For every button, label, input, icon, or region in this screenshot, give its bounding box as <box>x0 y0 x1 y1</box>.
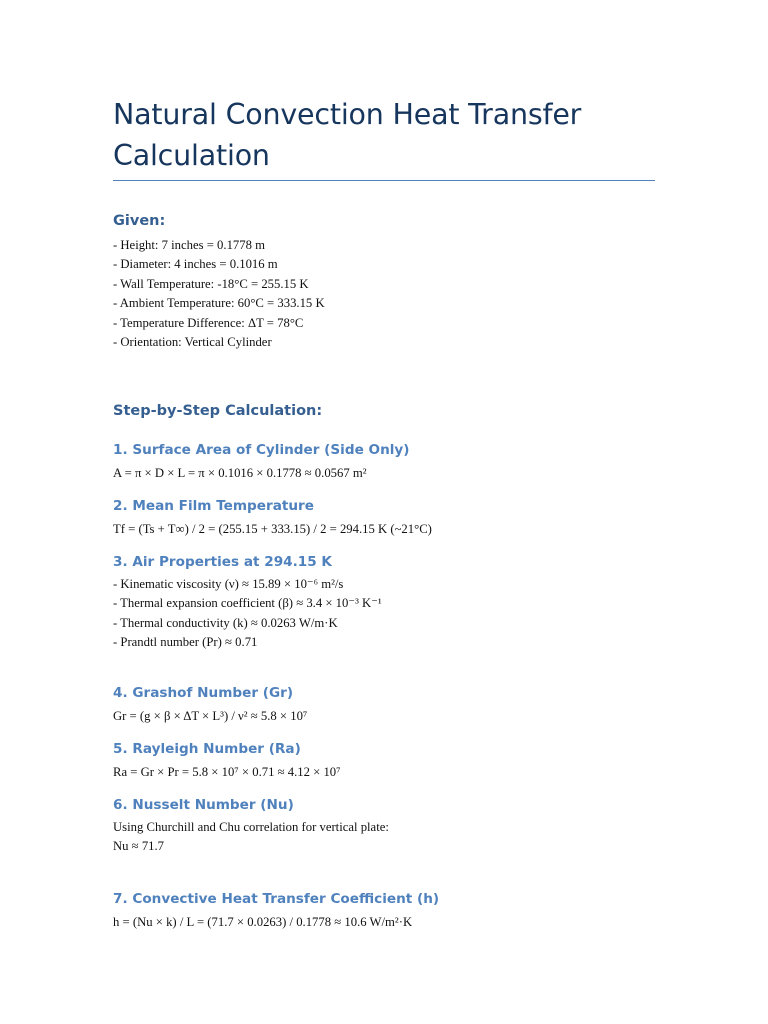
step-2-heading: 2. Mean Film Temperature <box>113 498 314 514</box>
step-6-description: Using Churchill and Chu correlation for vertical plate: <box>113 820 389 834</box>
given-item-orientation: - Orientation: Vertical Cylinder <box>113 335 272 350</box>
step-2-formula: Tf = (Ts + T∞) / 2 = (255.15 + 333.15) / 2 = 294.15 K (~21°C) <box>113 522 432 536</box>
given-item-ambient-temperature: - Ambient Temperature: 60°C = 333.15 K <box>113 296 325 311</box>
step-4-heading: 4. Grashof Number (Gr) <box>113 685 294 701</box>
step-3-thermal-expansion: - Thermal expansion coefficient (β) ≈ 3.4 × 10⁻³ K⁻¹ <box>113 596 382 611</box>
step-7-heading: 7. Convective Heat Transfer Coefficient (h) <box>113 891 440 907</box>
step-3-list <box>113 575 382 653</box>
given-list <box>113 236 325 352</box>
step-6-heading: 6. Nusselt Number (Nu) <box>113 797 294 813</box>
given-item-diameter: - Diameter: 4 inches = 0.1016 m <box>113 257 278 272</box>
step-1-formula: A = π × D × L = π × 0.1016 × 0.1778 ≈ 0.0567 m² <box>113 466 367 480</box>
step-4-formula: Gr = (g × β × ΔT × L³) / ν² ≈ 5.8 × 10⁷ <box>113 709 308 723</box>
given-item-height: - Height: 7 inches = 0.1778 m <box>113 238 265 252</box>
step-3-thermal-conductivity: - Thermal conductivity (k) ≈ 0.0263 W/m·K <box>113 615 338 630</box>
given-item-wall-temperature: - Wall Temperature: -18°C = 255.15 K <box>113 276 309 291</box>
given-item-temperature-difference: - Temperature Difference: ΔT = 78°C <box>113 315 304 330</box>
step-1-heading: 1. Surface Area of Cylinder (Side Only) <box>113 442 410 458</box>
calculation-heading: Step-by-Step Calculation: <box>113 403 323 419</box>
step-5-heading: 5. Rayleigh Number (Ra) <box>113 741 301 757</box>
step-6-text <box>113 818 389 857</box>
title-underline <box>113 180 655 181</box>
step-3-prandtl-number: - Prandtl number (Pr) ≈ 0.71 <box>113 635 258 650</box>
document-title: Natural Convection Heat Transfer Calculation <box>113 98 582 172</box>
step-3-heading: 3. Air Properties at 294.15 K <box>113 554 332 570</box>
step-7-formula: h = (Nu × k) / L = (71.7 × 0.0263) / 0.1778 ≈ 10.6 W/m²·K <box>113 915 413 929</box>
step-6-result: Nu ≈ 71.7 <box>113 839 165 854</box>
given-heading: Given: <box>113 213 166 229</box>
step-3-kinematic-viscosity: - Kinematic viscosity (ν) ≈ 15.89 × 10⁻⁶ m²/s <box>113 577 344 591</box>
step-5-formula: Ra = Gr × Pr = 5.8 × 10⁷ × 0.71 ≈ 4.12 × 10⁷ <box>113 765 341 779</box>
